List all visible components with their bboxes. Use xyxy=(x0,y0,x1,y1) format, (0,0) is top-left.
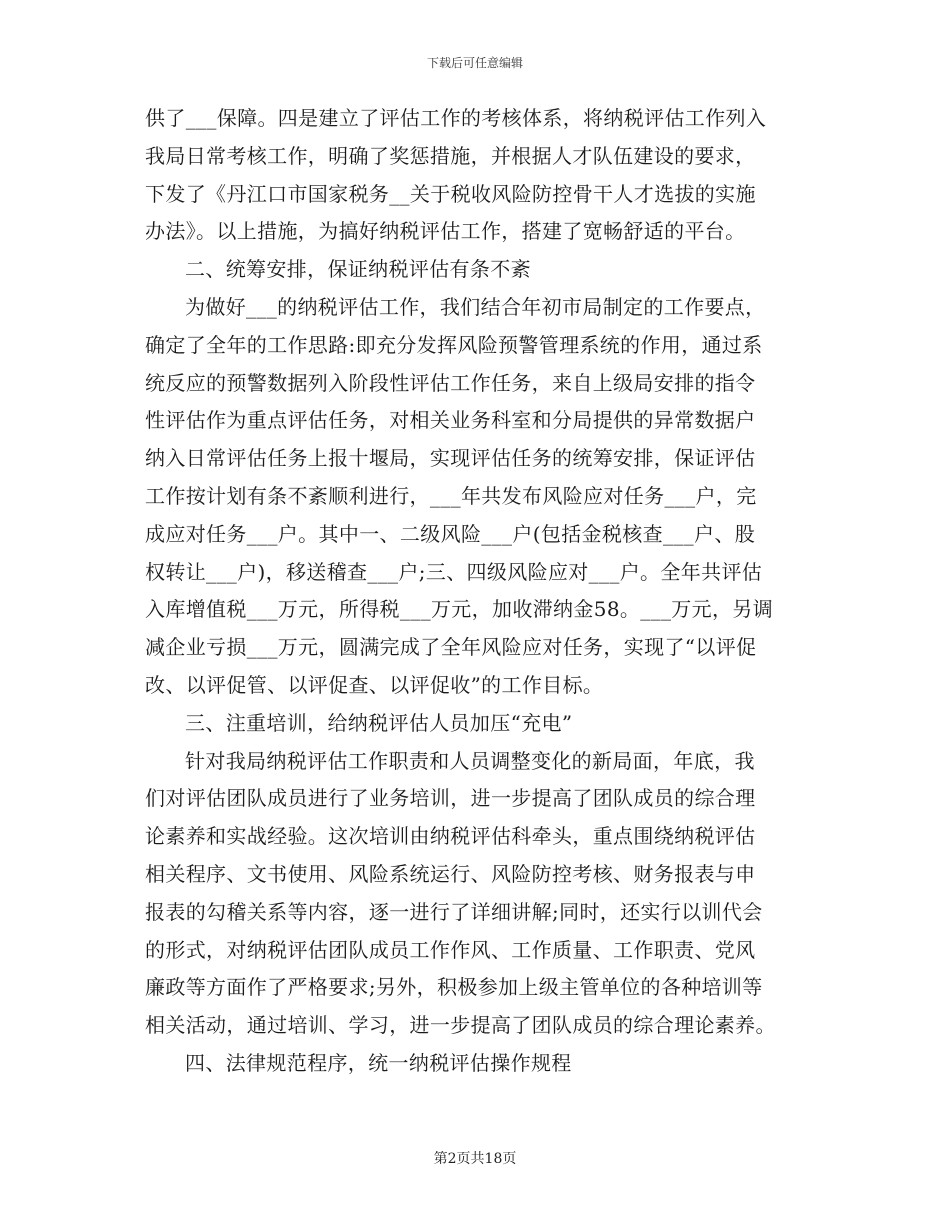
text-line: 减企业亏损___万元，圆满完成了全年风险应对任务，实现了“以评促 xyxy=(145,635,757,660)
text-line: 权转让___户)，移送稽查___户;三、四级风险应对___户。全年共评估 xyxy=(145,559,763,584)
section-heading: 三、注重培训，给纳税评估人员加压“充电” xyxy=(185,710,573,735)
text-line: 纳入日常评估任务上报十堰局，实现评估任务的统筹安排，保证评估 xyxy=(145,446,756,471)
text-line: 相关程序、文书使用、风险系统运行、风险防控考核、财务报表与申 xyxy=(145,861,756,886)
page-header: 下载后可任意编辑 xyxy=(426,56,523,70)
text-line: 改、以评促管、以评促查、以评促收”的工作目标。 xyxy=(145,672,604,697)
text-line: 统反应的预警数据列入阶段性评估工作任务，来自上级局安排的指令 xyxy=(145,370,756,395)
text-line: 廉政等方面作了严格要求;另外，积极参加上级主管单位的各种培训等 xyxy=(145,975,763,1000)
section-heading: 四、法律规范程序，统一纳税评估操作规程 xyxy=(185,1050,572,1075)
paragraph-first-line: 针对我局纳税评估工作职责和人员调整变化的新局面，年底，我 xyxy=(185,748,755,773)
section-heading: 二、统筹安排，保证纳税评估有条不紊 xyxy=(185,257,531,282)
text-line: 办法》。以上措施，为搞好纳税评估工作，搭建了宽畅舒适的平台。 xyxy=(145,219,746,244)
document-body xyxy=(145,100,805,1083)
text-line: 供了___保障。四是建立了评估工作的考核体系，将纳税评估工作列入 xyxy=(145,106,767,130)
text-line: 报表的勾稽关系等内容，逐一进行了详细讲解;同时，还实行以训代会 xyxy=(145,899,763,924)
text-line: 工作按计划有条不紊顺利进行，___年共发布风险应对任务___户，完 xyxy=(145,483,757,508)
text-line: 成应对任务___户。其中一、二级风险___户(包括金税核查___户、股 xyxy=(145,521,756,546)
text-line: 们对评估团队成员进行了业务培训，进一步提高了团队成员的综合理 xyxy=(145,786,756,811)
text-line: 入库增值税___万元，所得税___万元，加收滞纳金58。___万元，另调 xyxy=(145,597,774,622)
paragraph-first-line: 为做好___的纳税评估工作，我们结合年初市局制定的工作要点， xyxy=(185,294,766,319)
text-line: 的形式，对纳税评估团队成员工作作风、工作质量、工作职责、党风 xyxy=(145,937,756,962)
text-line: 论素养和实战经验。这次培训由纳税评估科牵头，重点围绕纳税评估 xyxy=(145,824,756,849)
text-line: 我局日常考核工作，明确了奖惩措施，并根据人才队伍建设的要求， xyxy=(145,143,756,168)
text-line: 下发了《丹江口市国家税务__关于税收风险防控骨干人才选拔的实施 xyxy=(145,181,756,206)
text-line: 确定了全年的工作思路:即充分发挥风险预警管理系统的作用，通过系 xyxy=(145,332,763,357)
text-line: 相关活动，通过培训、学习，进一步提高了团队成员的综合理论素养。 xyxy=(145,1013,776,1038)
text-line: 性评估作为重点评估任务，对相关业务科室和分局提供的异常数据户 xyxy=(145,408,756,433)
page-number-footer: 第2页共18页 xyxy=(433,1151,517,1167)
